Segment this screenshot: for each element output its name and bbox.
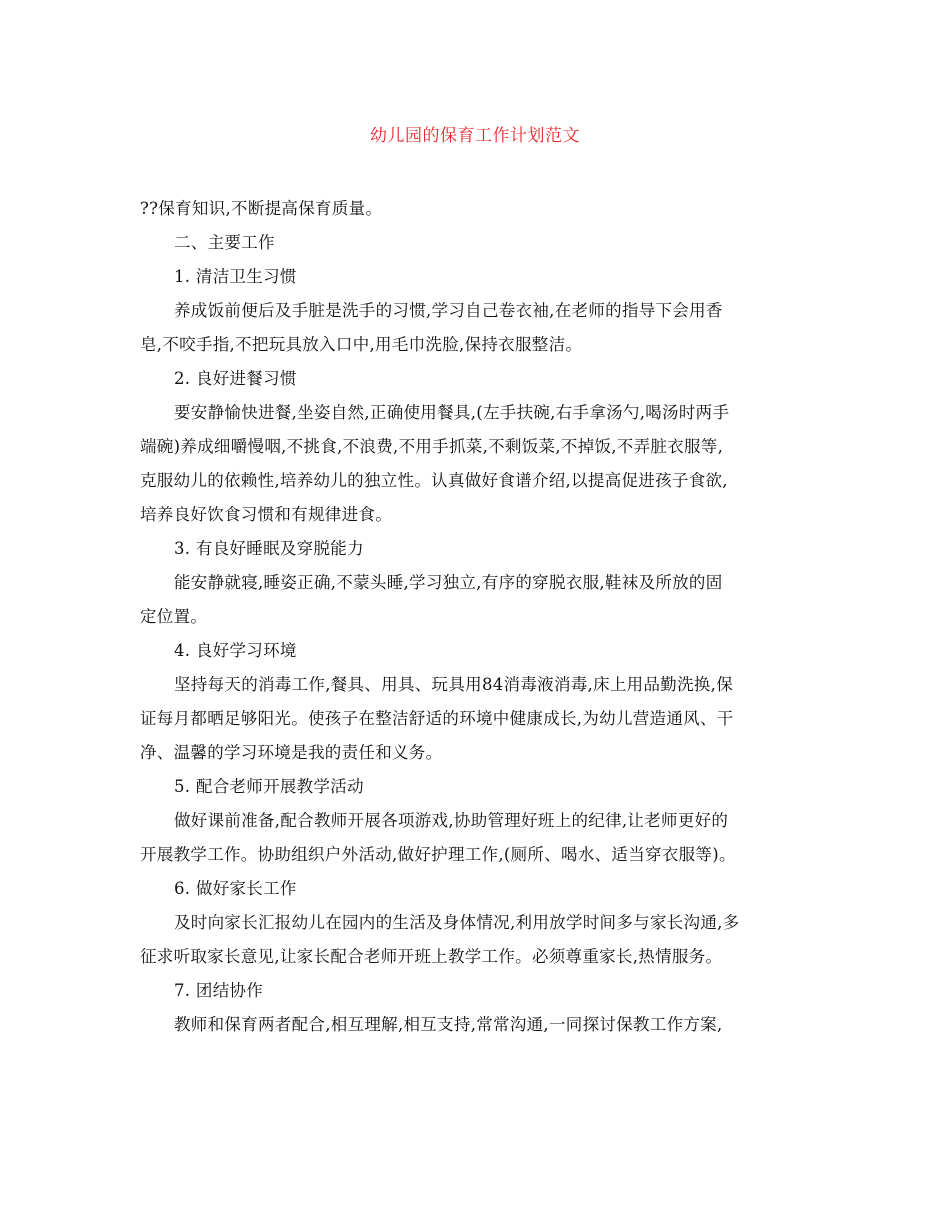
- text-line: 征求听取家长意见,让家长配合老师开班上教学工作。必须尊重家长,热情服务。: [140, 947, 723, 966]
- text-line: 做好课前准备,配合教师开展各项游戏,协助管理好班上的纪律,让老师更好的: [174, 811, 729, 830]
- document-title: 幼儿园的保育工作计划范文: [370, 126, 580, 146]
- text-line: 培养良好饮食习惯和有规律进食。: [140, 505, 392, 524]
- text-line: 要安静愉快进餐,坐姿自然,正确使用餐具,(左手扶碗,右手拿汤勺,喝汤时两手: [174, 403, 730, 422]
- text-line: 定位置。: [140, 607, 208, 626]
- text-line: 坚持每天的消毒工作,餐具、用具、玩具用84消毒液消毒,床上用品勤洗换,保: [174, 675, 734, 694]
- text-line: 净、温馨的学习环境是我的责任和义务。: [140, 743, 443, 762]
- text-line: 证每月都晒足够阳光。使孩子在整洁舒适的环境中健康成长,为幼儿营造通风、干: [140, 709, 734, 728]
- text-line: 克服幼儿的依赖性,培养幼儿的独立性。认真做好食谱介绍,以提高促进孩子食欲,: [140, 471, 728, 490]
- text-line: 5. 配合老师开展教学活动: [174, 777, 364, 796]
- text-line: 开展教学工作。协助组织户外活动,做好护理工作,(厕所、喝水、适当穿衣服等)。: [140, 845, 736, 864]
- text-line: 2. 良好进餐习惯: [174, 369, 297, 388]
- text-line: 7. 团结协作: [174, 981, 264, 1000]
- text-line: 1. 清洁卫生习惯: [174, 267, 297, 286]
- text-line: ??保育知识,不断提高保育质量。: [140, 199, 383, 218]
- text-line: 6. 做好家长工作: [174, 879, 297, 898]
- text-line: 及时向家长汇报幼儿在园内的生活及身体情况,利用放学时间多与家长沟通,多: [174, 913, 740, 932]
- document-body: [140, 192, 812, 1042]
- text-line: 二、主要工作: [174, 233, 275, 252]
- text-line: 养成饭前便后及手脏是洗手的习惯,学习自己卷衣袖,在老师的指导下会用香: [174, 301, 723, 320]
- text-line: 教师和保育两者配合,相互理解,相互支持,常常沟通,一同探讨保教工作方案,: [174, 1015, 723, 1034]
- text-line: 皂,不咬手指,不把玩具放入口中,用毛巾洗脸,保持衣服整洁。: [140, 335, 583, 354]
- text-line: 能安静就寝,睡姿正确,不蒙头睡,学习独立,有序的穿脱衣服,鞋袜及所放的固: [174, 573, 723, 592]
- text-line: 3. 有良好睡眠及穿脱能力: [174, 539, 364, 558]
- text-line: 端碗)养成细嚼慢咽,不挑食,不浪费,不用手抓菜,不剩饭菜,不掉饭,不弄脏衣服等,: [140, 437, 724, 456]
- text-line: 4. 良好学习环境: [174, 641, 297, 660]
